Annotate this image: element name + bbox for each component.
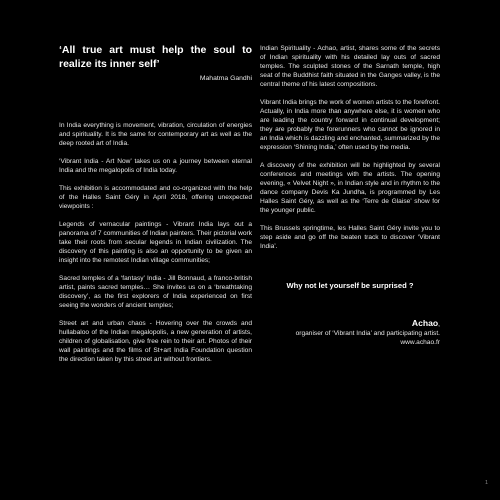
- callout-heading: Why not let yourself be surprised ?: [286, 281, 414, 290]
- signature-url: www.achao.fr: [400, 339, 440, 346]
- signature-comma: ,: [438, 321, 440, 328]
- conferences-paragraph: A discovery of the exhibition will be highlighted by several conferences and meetings with the artists. The opening evening, « Velvet Night », in Indian style and in rhythm to the dance company Devis Ka Jundha, is programmed by Les Halles Saint Géry, as well as the ‘Terre de Glaise’ show for the younger public.: [260, 162, 440, 214]
- epigraph-author: Mahatma Gandhi: [199, 75, 252, 82]
- street-art-paragraph: Street art and urban chaos - Hovering over the crowds and hullabaloo of the Indian megalopolis, a new generation of artists, children of globalisation, give free rein to their art. Photos of their wall paintings and the films of St+art India Foundation question the direction taken by this street art without frontiers.: [59, 320, 252, 363]
- exhibition-paragraph: This exhibition is accommodated and co-organized with the help of the Halles Saint Géry in April 2018, offering unexpected viewpoints :: [59, 185, 252, 210]
- journey-paragraph: ‘Vibrant India - Art Now’ takes us on a journey between eternal India and the megalopolis of India today.: [59, 158, 252, 174]
- women-artists-paragraph: Vibrant India brings the work of women artists to the forefront. Actually, in India more than anywhere else, it is women who are leading the country forward in continual development; they are probably the forerunners who cannot be ignored in an India which is dazzling and enchanted, summarized by the expression ‘Shining India,’ often used by the media.: [260, 99, 440, 151]
- signature-role: organiser of ‘Vibrant India’ and participating artist.: [295, 330, 440, 337]
- springtime-paragraph: This Brussels springtime, les Halles Saint Géry invite you to step aside and go off the beaten track to discover ‘Vibrant India’.: [260, 225, 440, 250]
- epigraph-quote: ‘All true art must help the soul to realize its inner self’: [59, 44, 252, 70]
- page-number: 1: [484, 480, 488, 486]
- spirituality-paragraph: Indian Spirituality - Achao, artist, shares some of the secrets of Indian spirituality with his detailed lay outs of sacred temples. The sculpted stones of the Sarnath temple, high seat of the Buddhist faith situated in the Ganges valley, is the central theme of his latest compositions.: [260, 45, 440, 88]
- legends-paragraph: Legends of vernacular paintings - Vibrant India lays out a panorama of 7 communities of Indian painters. Their pictorial work take their roots from secular legends in Indian civilization. The discovery of this painting is also an opportunity to be given an insight into the remotest Indian village communities;: [59, 221, 252, 264]
- intro-paragraph: In India everything is movement, vibration, circulation of energies and spirituality. It is the same for contemporary art as well as the deep rooted art of India.: [59, 122, 252, 147]
- right-column: [260, 44, 440, 347]
- signature-block: [260, 319, 440, 347]
- left-column: [59, 44, 252, 364]
- signature-name: Achao: [411, 318, 439, 328]
- temples-paragraph: Sacred temples of a ‘fantasy’ India - Jill Bonnaud, a franco-british artist, paints sacred temples… She invites us on a ‘breathtaking discovery’, as the first explorers of India experienced on first seeing the wonders of ancient temples;: [59, 275, 252, 309]
